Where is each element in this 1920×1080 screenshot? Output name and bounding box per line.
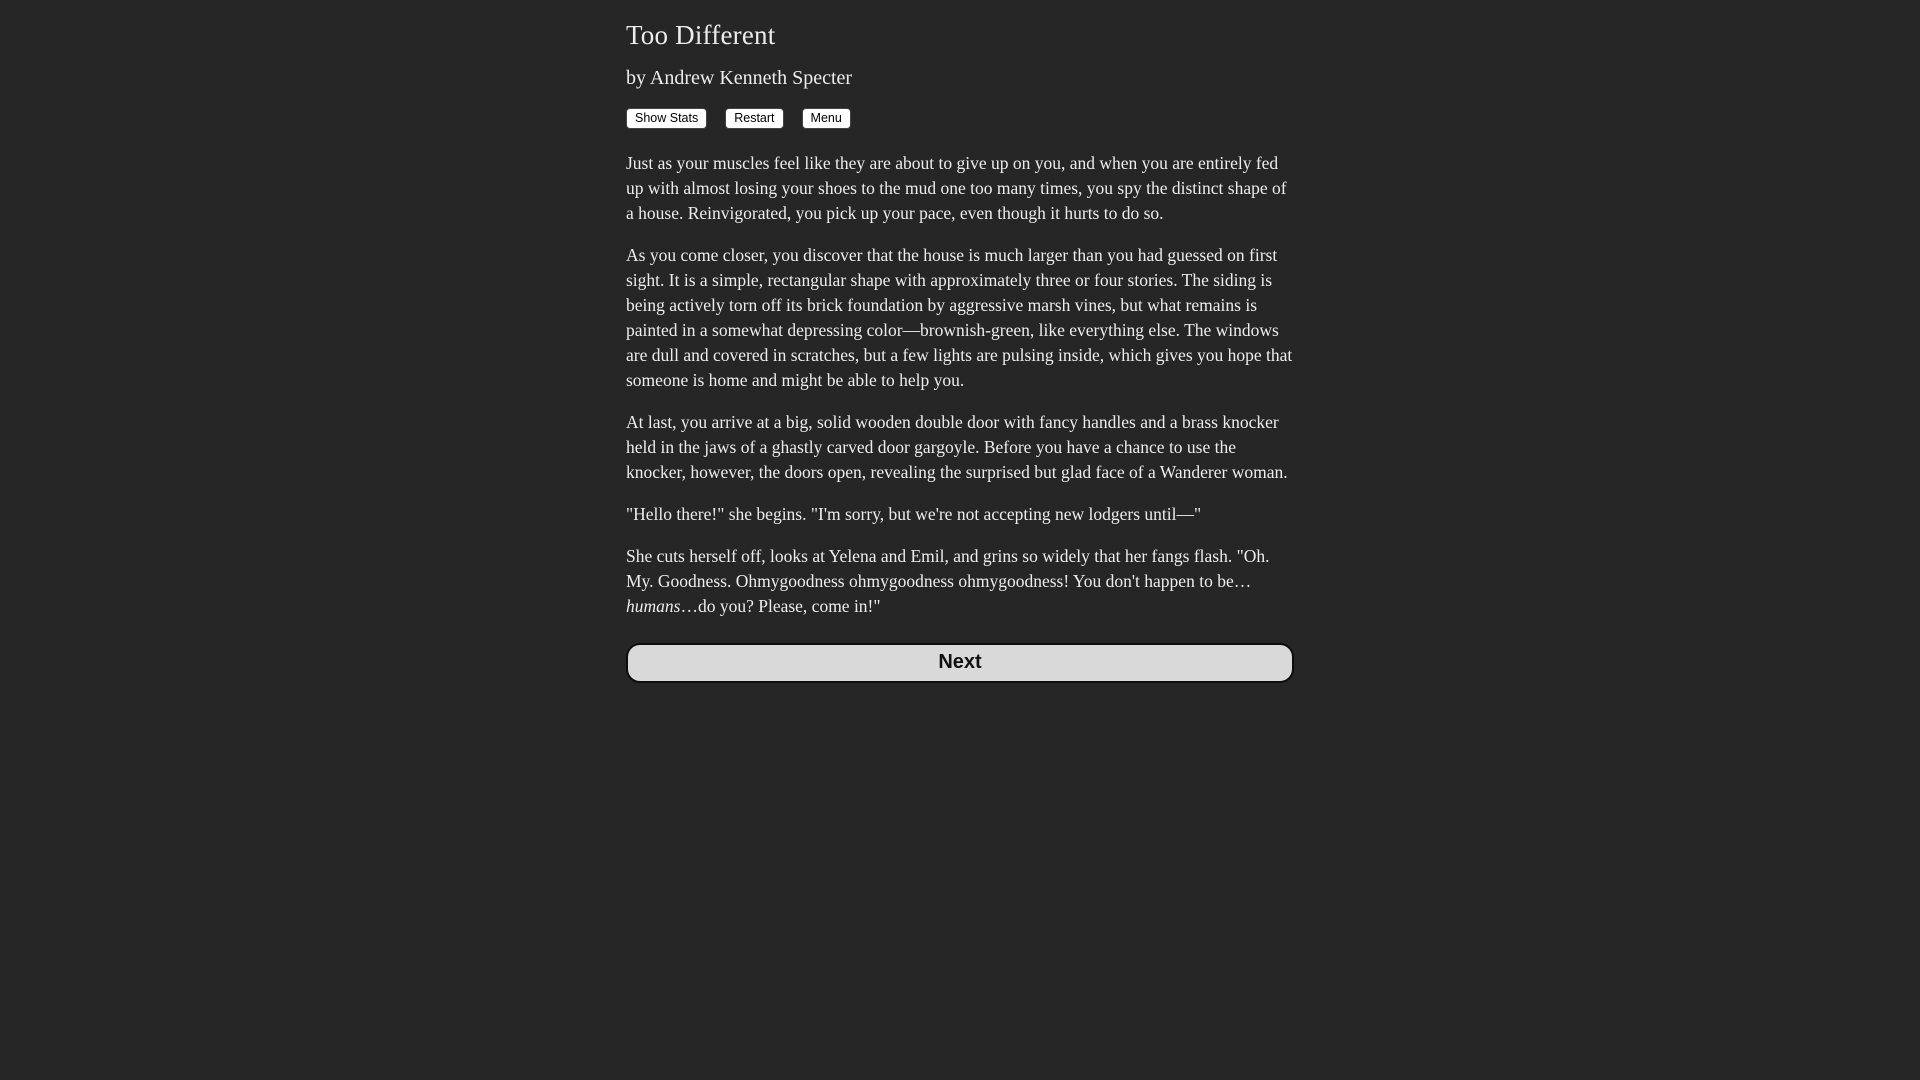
story-span: At last, you arrive at a big, solid wooden double door with fancy handles and a brass knocker held in the jaws of a ghastly carved door gargoyle. Before you have a chance to use the knocker, however, the doors open, revealing the surprised but glad face of a Wanderer woman.: [626, 412, 1288, 482]
story-span: She cuts herself off, looks at Yelena and Emil, and grins so widely that her fangs flash. "Oh. My. Goodness. Ohmygoodness ohmygoodness ohmygoodness! You don't happen to be…: [626, 546, 1270, 591]
show-stats-button[interactable]: Show Stats: [626, 108, 707, 129]
restart-button[interactable]: Restart: [725, 108, 783, 129]
story-paragraph: [626, 410, 1294, 485]
story-paragraph: [626, 151, 1294, 226]
story-span: Just as your muscles feel like they are about to give up on you, and when you are entirely fed up with almost losing your shoes to the mud one too many times, you spy the distinct shape of a house. Reinvigorated, you pick up your pace, even though it hurts to do so.: [626, 153, 1287, 223]
story-span: "Hello there!" she begins. "I'm sorry, but we're not accepting new lodgers until—": [626, 504, 1202, 524]
story-span: …do you? Please, come in!": [680, 596, 881, 616]
story-paragraph: [626, 544, 1294, 619]
toolbar: [626, 108, 1294, 129]
story-paragraph: [626, 502, 1294, 527]
story-text: [626, 151, 1294, 619]
game-author: by Andrew Kenneth Specter: [626, 67, 853, 89]
menu-button[interactable]: Menu: [802, 108, 851, 129]
next-button[interactable]: Next: [626, 643, 1294, 683]
game-container: [626, 0, 1294, 683]
story-paragraph: [626, 243, 1294, 393]
story-span: As you come closer, you discover that the house is much larger than you had guessed on first sight. It is a simple, rectangular shape with approximately three or four stories. The siding is being actively torn off its brick foundation by aggressive marsh vines, but what remains is painted in a somewhat depressing color—brownish-green, like everything else. The windows are dull and covered in scratches, but a few lights are pulsing inside, which gives you hope that someone is home and might be able to help you.: [626, 245, 1293, 390]
story-emphasis: humans: [626, 596, 681, 616]
game-title: Too Different: [626, 20, 776, 50]
